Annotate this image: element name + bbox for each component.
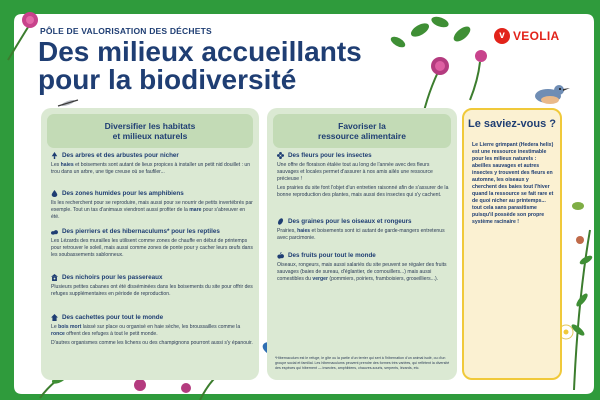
section-text: Oiseaux, rongeurs, mais aussi salariés du site peuvent se régaler des fruits sauvages (baies de sureau, d'églantier, de cornouillers...) mais aussi comestibles du verger (pommiers, poiriers, framboisiers, groseilliers...).	[277, 262, 447, 283]
food-panel-header	[273, 114, 451, 148]
tree-icon	[51, 152, 58, 159]
leaf-branch-icon	[389, 15, 473, 50]
stones-icon	[51, 228, 58, 235]
section-flowers	[277, 152, 451, 201]
section-hiding-places	[51, 314, 253, 349]
section-stone-piles	[51, 228, 253, 261]
section-heading	[277, 252, 451, 259]
section-title: Des pierriers et des hibernaculums* pour les reptiles	[62, 228, 220, 235]
section-heading	[277, 218, 451, 225]
department-label: PÔLE DE VALORISATION DES DÉCHETS	[40, 26, 212, 36]
home-icon	[51, 314, 58, 321]
water-drop-icon	[51, 190, 58, 197]
section-text: Les Lézards des murailles les utilisent comme zones de chauffe en début de printemps pour retrouver le soleil, mais aussi comme zones de ponte pour y cacher leurs œufs dans les soubassements sablonneux.	[51, 238, 253, 259]
nuthatch-bird-icon	[535, 85, 570, 104]
section-title: Des nichoirs pour les passereaux	[62, 274, 163, 281]
section-text: Le bois mort laissé sur place ou organisé en haie sèche, les broussailles comme la ronce offrent des refuges à tout le petit monde. D'autres organismes comme les lichens ou des champignons pourront aussi s'y épanouir.	[51, 324, 253, 347]
habitats-title-line-2: et milieux naturels	[112, 131, 188, 141]
veolia-logo	[494, 28, 559, 44]
fruit-icon	[277, 252, 284, 259]
nest-box-icon	[51, 274, 58, 281]
did-you-know-text: Le Lierre grimpant (Hedera helix) est une ressource inestimable pour les milieux naturels : abeilles sauvages et autres insectes y trouvent des fleurs en automne, les oiseaux y cherchent des baies tout l'hiver quand la ressource se fait rare et de quoi nicher au printemps... tout cela sans parasitisme puisqu'il possède son propre système racinaire !	[472, 142, 554, 225]
section-nest-boxes	[51, 274, 253, 300]
section-title: Des cachettes pour tout le monde	[62, 314, 164, 321]
section-title: Des graines pour les oiseaux et rongeurs	[288, 218, 412, 225]
did-you-know-box	[462, 108, 562, 380]
section-heading	[51, 314, 253, 321]
section-text: Une offre de floraison étalée tout au long de l'année avec des fleurs sauvages et locales permet d'assurer à nos amis ailés une ressource précieuse ! Les prairies du site font l'objet d'un entretien raisonné afin de s'assurer de la bonne reproduction des plantes, mais aussi des insectes qui s'y cachent.	[277, 162, 449, 199]
hibernaculum-footnote: *Hibernaculum est le refuge, le gîte ou la partie d'un terrier qui sert à l'hibernation d'un animal isolé, ou d'un groupe social et familial. Les hibernaculums peuvent prendre des formes très variées, qui reflètent la diversité des espèces qui hibernent — insectes, amphibiens, chauves-souris, serpents, lézards, etc.	[275, 356, 450, 370]
plant-stem-icon	[570, 230, 594, 390]
section-heading	[277, 152, 451, 159]
habitats-title-line-1: Diversifier les habitats	[104, 120, 196, 131]
section-text: Prairies, haies et boisements sont ici autant de garde-mangers entretenus avec parcimonie.	[277, 228, 445, 242]
section-title: Des zones humides pour les amphibiens	[62, 190, 184, 197]
section-text: Plusieurs petites cabanes ont été disséminées dans les boisements du site pour offrir des refuges supplémentaires en période de reproduction.	[51, 284, 253, 298]
did-you-know-title: Le saviez-vous ?	[467, 118, 557, 130]
food-title-line-2: ressource alimentaire	[318, 131, 406, 141]
title-line-1: Des milieux accueillants	[38, 36, 362, 67]
snail-icon	[576, 236, 584, 244]
section-heading	[51, 190, 253, 197]
section-heading	[51, 152, 253, 159]
section-wetlands	[51, 190, 253, 223]
veolia-logo-text: VEOLIA	[513, 29, 560, 43]
frog-icon	[572, 202, 584, 210]
section-title: Des fruits pour tout le monde	[288, 252, 376, 259]
veolia-logo-mark-icon: v	[494, 28, 510, 44]
section-trees	[51, 152, 253, 178]
section-title: Des fleurs pour les insectes	[288, 152, 372, 159]
food-title-line-1: Favoriser la	[338, 120, 386, 131]
insect-icon	[58, 99, 78, 108]
flower-icon	[277, 152, 284, 159]
title-line-2: pour la biodiversité	[38, 64, 297, 95]
section-text: Les haies et boisements sont autant de lieux propices à installer un petit nid douillet : un trou dans un arbre, une tige creuse où se faufiler...	[51, 162, 251, 176]
section-fruits	[277, 252, 451, 285]
food-resource-panel	[267, 108, 457, 380]
seed-icon	[277, 218, 284, 225]
section-heading	[51, 228, 253, 235]
habitats-panel-header	[47, 114, 253, 148]
section-text: Ils les recherchent pour se reproduire, mais aussi pour se nourrir de petits invertébrés par exemple. Tout un tas d'animaux viendront aussi profiter de la mare pour s'abreuver en été.	[51, 200, 253, 221]
section-title: Des arbres et des arbustes pour nicher	[62, 152, 179, 159]
section-heading	[51, 274, 253, 281]
page-title	[38, 38, 362, 94]
habitats-panel-title	[105, 121, 196, 142]
food-panel-title	[318, 121, 406, 142]
habitats-panel	[41, 108, 259, 380]
section-seeds	[277, 218, 451, 244]
